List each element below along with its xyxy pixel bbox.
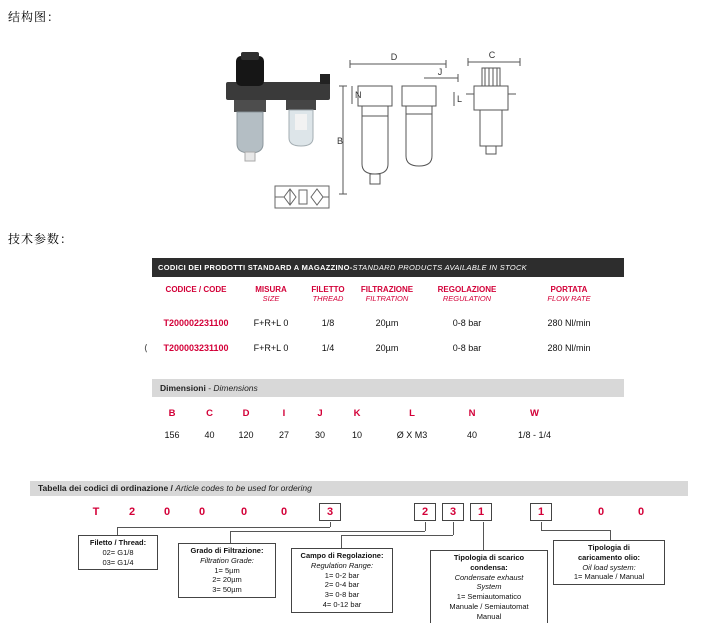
dim-header-d: D — [242, 408, 250, 419]
pneumatic-circuit-symbol — [274, 185, 332, 211]
legend-line: Grado di Filtrazione: — [190, 546, 264, 555]
col-header-code — [152, 285, 240, 303]
code-char-5: 0 — [280, 506, 288, 518]
cell-code: T200003231100 — [163, 343, 229, 353]
legend-condensate-exhaust — [430, 550, 548, 623]
legend-line: condensa: — [470, 562, 508, 572]
col-header-regulation — [420, 285, 514, 303]
ordering-title-bar — [30, 481, 688, 496]
cell-filtration: 20µm — [375, 318, 399, 328]
code-char-9-condensate: 1 — [470, 503, 492, 521]
col-header-flowrate-l2: FLOW RATE — [547, 294, 591, 303]
dim-value-l: Ø X M3 — [396, 430, 428, 440]
col-header-thread — [302, 285, 354, 303]
cell-filtration: 20µm — [375, 343, 399, 353]
legend-line: 1= 0-2 bar — [324, 570, 360, 580]
col-header-flowrate-l1: PORTATA — [550, 285, 588, 294]
legend-line: 1= 5µm — [214, 565, 240, 575]
table-row — [144, 343, 624, 353]
dimensions-title-it: Dimensioni — [160, 383, 206, 393]
legend-line: caricamento olio: — [577, 552, 641, 562]
cell-code: T200002231100 — [163, 318, 229, 328]
dim-header-n: N — [468, 408, 476, 419]
dimensions-title-en: - Dimensions — [205, 383, 258, 393]
dim-label-j: J — [437, 67, 443, 77]
legend-line: Manuale / Semiautomat — [449, 601, 529, 611]
legend-line: 02= G1/8 — [102, 547, 134, 557]
legend-line: 1= Manuale / Manual — [573, 572, 645, 582]
connector-line — [541, 530, 610, 531]
dimensions-title — [152, 379, 624, 397]
dim-value-c: 40 — [204, 430, 215, 440]
connector-line — [453, 522, 454, 535]
code-char-2: 0 — [163, 506, 171, 518]
code-char-7-filtration: 2 — [414, 503, 436, 521]
dim-value-b: 156 — [164, 430, 180, 440]
col-header-filtration — [354, 285, 420, 303]
connector-line — [117, 527, 118, 535]
technical-drawing — [336, 42, 526, 217]
connector-line — [230, 531, 231, 543]
dim-label-n: N — [355, 90, 362, 100]
col-header-thread-l2: THREAD — [312, 294, 344, 303]
dim-label-d: D — [390, 52, 398, 62]
cell-size: F+R+L 0 — [253, 343, 289, 353]
code-char-4: 0 — [240, 506, 248, 518]
cell-regulation: 0-8 bar — [452, 343, 482, 353]
col-header-flowrate — [514, 285, 624, 303]
product-photo — [222, 52, 340, 184]
legend-line: System — [476, 582, 502, 592]
dim-value-j: 30 — [314, 430, 325, 440]
legend-line: Manual — [476, 611, 502, 621]
connector-line — [341, 535, 453, 536]
table-row — [152, 318, 624, 328]
col-header-size-l2: SIZE — [262, 294, 280, 303]
legend-line: Regulation Range: — [310, 560, 374, 570]
code-char-6-thread: 3 — [319, 503, 341, 521]
stock-table-title-en: STANDARD PRODUCTS AVAILABLE IN STOCK — [352, 263, 527, 272]
legend-oil-load-system — [553, 540, 665, 585]
col-header-regulation-l2: REGULATION — [442, 294, 492, 303]
legend-line: Oil load system: — [582, 562, 636, 572]
ordering-title-en: Article codes to be used for ordering — [175, 483, 312, 493]
connector-line — [541, 522, 542, 530]
col-header-size — [240, 285, 302, 303]
cell-thread: 1/8 — [321, 318, 335, 328]
cell-flowrate: 280 Nl/min — [547, 318, 591, 328]
dimensions-value-row — [152, 430, 624, 440]
dim-header-c: C — [206, 408, 213, 419]
dim-header-w: W — [530, 408, 539, 419]
dim-header-b: B — [168, 408, 176, 419]
legend-line: 2= 20µm — [212, 575, 242, 585]
legend-line: 2= 0-4 bar — [324, 580, 360, 590]
code-char-10-oil: 1 — [530, 503, 552, 521]
connector-line — [330, 522, 331, 527]
dim-value-i: 27 — [278, 430, 289, 440]
code-char-11: 0 — [597, 506, 605, 518]
cell-regulation: 0-8 bar — [452, 318, 482, 328]
col-header-filtration-l1: FILTRAZIONE — [360, 285, 414, 294]
col-header-code-l1: CODICE / CODE — [165, 285, 227, 294]
dim-header-k: K — [353, 408, 361, 419]
code-char-0: T — [92, 506, 100, 518]
ordering-title-it: Tabella dei codici di ordinazione / — [38, 483, 176, 493]
code-char-12: 0 — [637, 506, 645, 518]
col-header-regulation-l1: REGOLAZIONE — [437, 285, 497, 294]
connector-line — [483, 522, 484, 550]
legend-filtration-grade — [178, 543, 276, 598]
legend-line: 4= 0-12 bar — [322, 599, 362, 609]
legend-line: Condensate exhaust — [454, 572, 524, 582]
cell-thread: 1/4 — [321, 343, 335, 353]
dim-label-l: L — [457, 94, 463, 104]
legend-line: Filtration Grade: — [200, 555, 254, 565]
connector-line — [425, 522, 426, 531]
stock-table-title — [152, 258, 624, 277]
legend-line: Filetto / Thread: — [89, 538, 147, 547]
legend-line: Tipologia di scarico — [453, 553, 525, 562]
stock-table-title-it: CODICI DEI PRODOTTI STANDARD A MAGAZZINO- — [158, 263, 353, 272]
dim-header-j: J — [317, 408, 323, 419]
structure-diagram-label: 结构图： — [8, 10, 61, 24]
col-header-filtration-l2: FILTRATION — [365, 294, 409, 303]
dim-header-l: L — [409, 408, 415, 419]
col-header-thread-l1: FILETTO — [311, 285, 345, 294]
connector-line — [117, 527, 330, 528]
legend-regulation-range — [291, 548, 393, 613]
dimensions-table — [152, 379, 624, 440]
cell-size: F+R+L 0 — [253, 318, 289, 328]
dim-header-i: I — [282, 408, 286, 419]
legend-line: Campo di Regolazione: — [300, 551, 384, 560]
code-char-8-regulation: 3 — [442, 503, 464, 521]
legend-line: 1= Semiautomatico — [456, 592, 522, 601]
legend-line: 03= G1/4 — [102, 557, 134, 567]
stock-table-header-row — [152, 277, 624, 303]
legend-line: 3= 50µm — [212, 585, 242, 594]
dim-value-n: 40 — [466, 430, 477, 440]
dim-label-b: B — [337, 136, 344, 146]
cell-flowrate: 280 Nl/min — [547, 343, 591, 353]
dim-label-c: C — [488, 50, 496, 60]
dim-value-d: 120 — [238, 430, 254, 440]
row-marker-icon: ⟨ — [144, 343, 148, 353]
dimensions-header-row — [152, 408, 624, 419]
stock-products-table — [144, 258, 624, 353]
legend-line: Tipologia di — [588, 543, 630, 552]
dim-value-w: 1/8 - 1/4 — [517, 430, 552, 440]
connector-line — [341, 535, 342, 548]
legend-thread — [78, 535, 158, 570]
code-char-1: 2 — [128, 506, 136, 518]
tech-params-label: 技术参数： — [8, 232, 74, 246]
dim-value-k: 10 — [351, 430, 362, 440]
connector-line — [230, 531, 425, 532]
legend-line: 3= 0-8 bar — [324, 590, 360, 599]
col-header-size-l1: MISURA — [255, 285, 287, 294]
code-char-3: 0 — [198, 506, 206, 518]
connector-line — [610, 530, 611, 540]
